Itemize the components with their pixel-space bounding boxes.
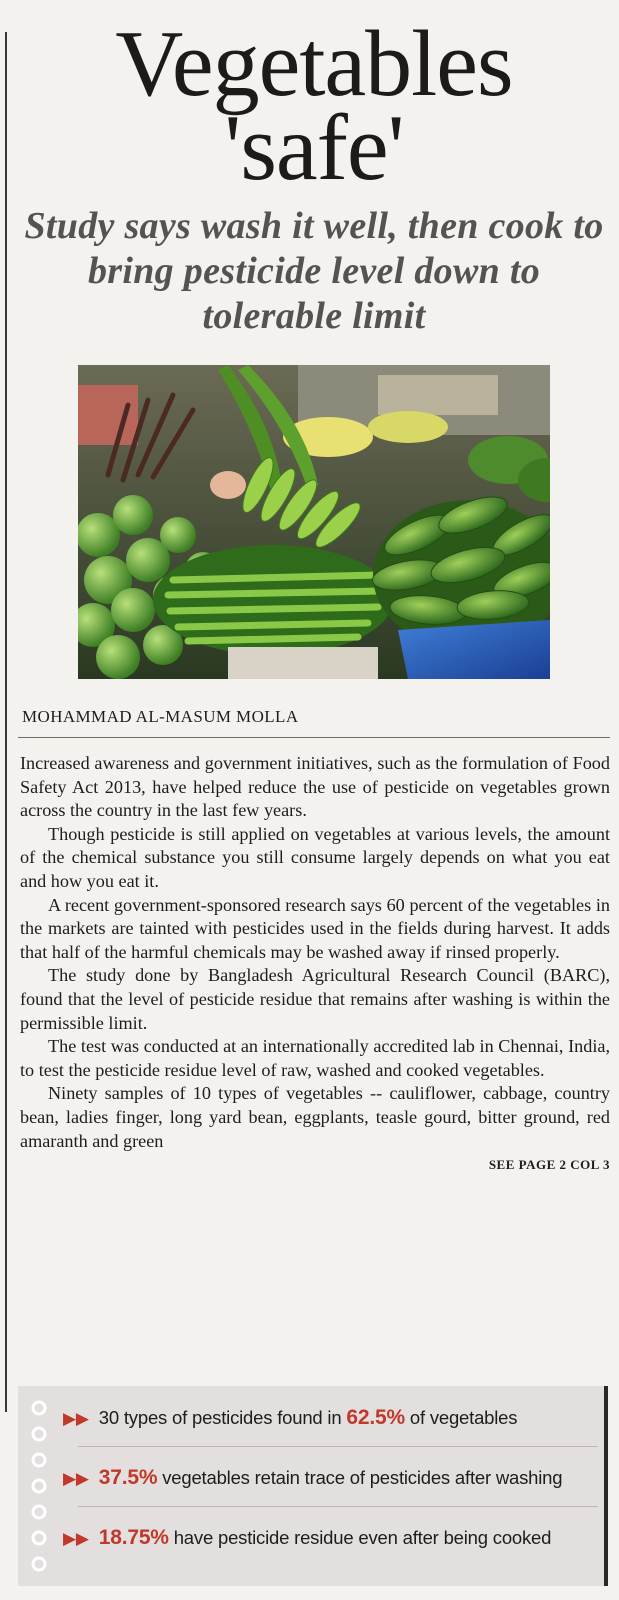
fact-3-percent: 18.75% xyxy=(98,1526,169,1549)
paragraph-6: Ninety samples of 10 types of vegetables -- cauliflower, cabbage, country bean, ladies finger, long yard bean, eggplants, teasle gourd, bitter ground, red amaranth and green xyxy=(20,1083,610,1151)
article xyxy=(18,0,610,1173)
fact-2 xyxy=(63,1458,593,1498)
paragraph-1: Increased awareness and government initiatives, such as the formulation of Food Safety Act 2013, have helped reduce the use of pesticide on vegetables grown across the country in the last few years. xyxy=(20,753,610,821)
paragraph-5: The test was conducted at an internationally accredited lab in Chennai, India, to test the pesticide residue level of raw, washed and cooked vegetables. xyxy=(20,1036,610,1080)
byline-divider xyxy=(18,737,610,738)
key-findings-box xyxy=(18,1386,608,1586)
paragraph-3: A recent government-sponsored research says 60 percent of the vegetables in the markets are tainted with pesticides used in the fields during harvest. It adds that half of the harmful chemicals may be washed away if rinsed properly. xyxy=(20,894,610,962)
photo-illustration xyxy=(78,365,550,679)
double-chevron-icon: ▶▶ xyxy=(63,1409,89,1428)
binder-rings-icon xyxy=(28,1396,50,1576)
fact-1 xyxy=(63,1398,593,1438)
fact-2-percent: 37.5% xyxy=(98,1466,158,1489)
fact-divider xyxy=(78,1446,598,1447)
article-body xyxy=(20,752,610,1153)
fact-1-text: 30 types of pesticides found in xyxy=(98,1407,347,1428)
headline-line-2: 'safe' xyxy=(224,96,404,200)
fact-1-percent: 62.5% xyxy=(346,1406,405,1429)
fact-2-text-end: vegetables retain trace of pesticides after washing xyxy=(157,1467,563,1488)
paragraph-4: The study done by Bangladesh Agricultural Research Council (BARC), found that the level of pesticide residue that remains after washing is within the permissible limit. xyxy=(20,965,610,1033)
fact-3-text-end: have pesticide residue even after being cooked xyxy=(168,1527,552,1548)
headline-line-1: Vegetables xyxy=(115,12,513,116)
vegetable-market-photo xyxy=(78,365,550,679)
double-chevron-icon: ▶▶ xyxy=(63,1529,89,1548)
double-chevron-icon: ▶▶ xyxy=(63,1469,89,1488)
byline: MOHAMMAD AL-MASUM MOLLA xyxy=(22,707,299,726)
paragraph-2: Though pesticide is still applied on vegetables at various levels, the amount of the chemical substance you still consume largely depends on what you eat and how you eat it. xyxy=(20,823,610,891)
fact-1-text-end: of vegetables xyxy=(404,1407,518,1428)
column-rule xyxy=(5,32,7,1412)
fact-divider xyxy=(78,1506,598,1507)
continued-on-page: SEE PAGE 2 COL 3 xyxy=(488,1157,610,1173)
fact-3 xyxy=(63,1518,593,1558)
subheadline: Study says wash it well, then cook to bring pesticide level down to tolerable limit xyxy=(24,205,604,337)
headline xyxy=(18,0,610,200)
